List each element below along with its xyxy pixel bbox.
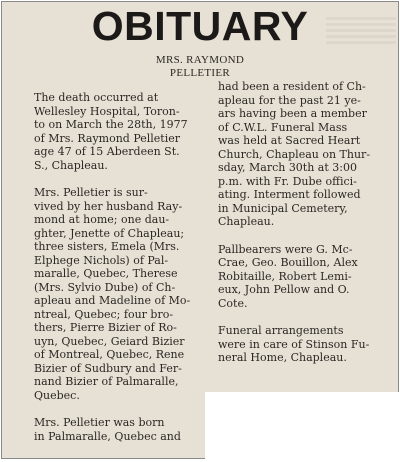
- birthplace-paragraph: Mrs. Pelletier was born in Palmaralle, Quebec and: [34, 416, 181, 443]
- clipping-cutout: [205, 392, 400, 462]
- subject-name: MRS. RAYMOND PELLETIER: [155, 54, 245, 79]
- obituary-heading: OBITUARY: [91, 3, 309, 49]
- death-notice-paragraph: The death occurred at Wellesley Hospital, Toron- to on March the 28th, 1977 of Mrs. Raymond Pelletier age 47 of 15 Aberdeen St. S., Chapleau.: [34, 91, 188, 172]
- survivors-paragraph: Mrs. Pelletier is sur- vived by her husband Ray- mond at home; one dau- ghter, Jenette of Chapleau; three sisters, Emela (Mrs. Elphege Nichols) of Pal- maralle, Quebec, Therese (Mrs. Sylvio Dube) of Ch- apleau and Madeline of Mo- ntreal, Quebec; four bro- thers, Pierre Bizier of Ro- uyn, Quebec, Geiard Bizier of Montreal, Quebec, Rene Bizier of Sudbury and Fer- nand Bizier of Palmaralle, Quebec.: [34, 186, 191, 402]
- obituary-clipping: [1, 1, 399, 459]
- funeral-mass-paragraph: had been a resident of Ch- apleau for the past 21 ye- ars having been a member of C.W.L. Funeral Mass was held at Sacred Heart Church, Chapleau on Thur- sday, March 30th at 3:00 p.m. with Fr. Dube offici- ating. Interment followed in Municipal Cemetery, Chapleau.: [218, 80, 371, 228]
- funeral-home-paragraph: Funeral arrangements were in care of Stinson Fu- neral Home, Chapleau.: [218, 324, 370, 364]
- pallbearers-paragraph: Pallbearers were G. Mc- Crae, Geo. Bouillon, Alex Robitaille, Robert Lemi- eux, John Pellow and O. Cote.: [218, 242, 358, 310]
- left-column: [34, 91, 206, 443]
- right-column: [218, 80, 398, 365]
